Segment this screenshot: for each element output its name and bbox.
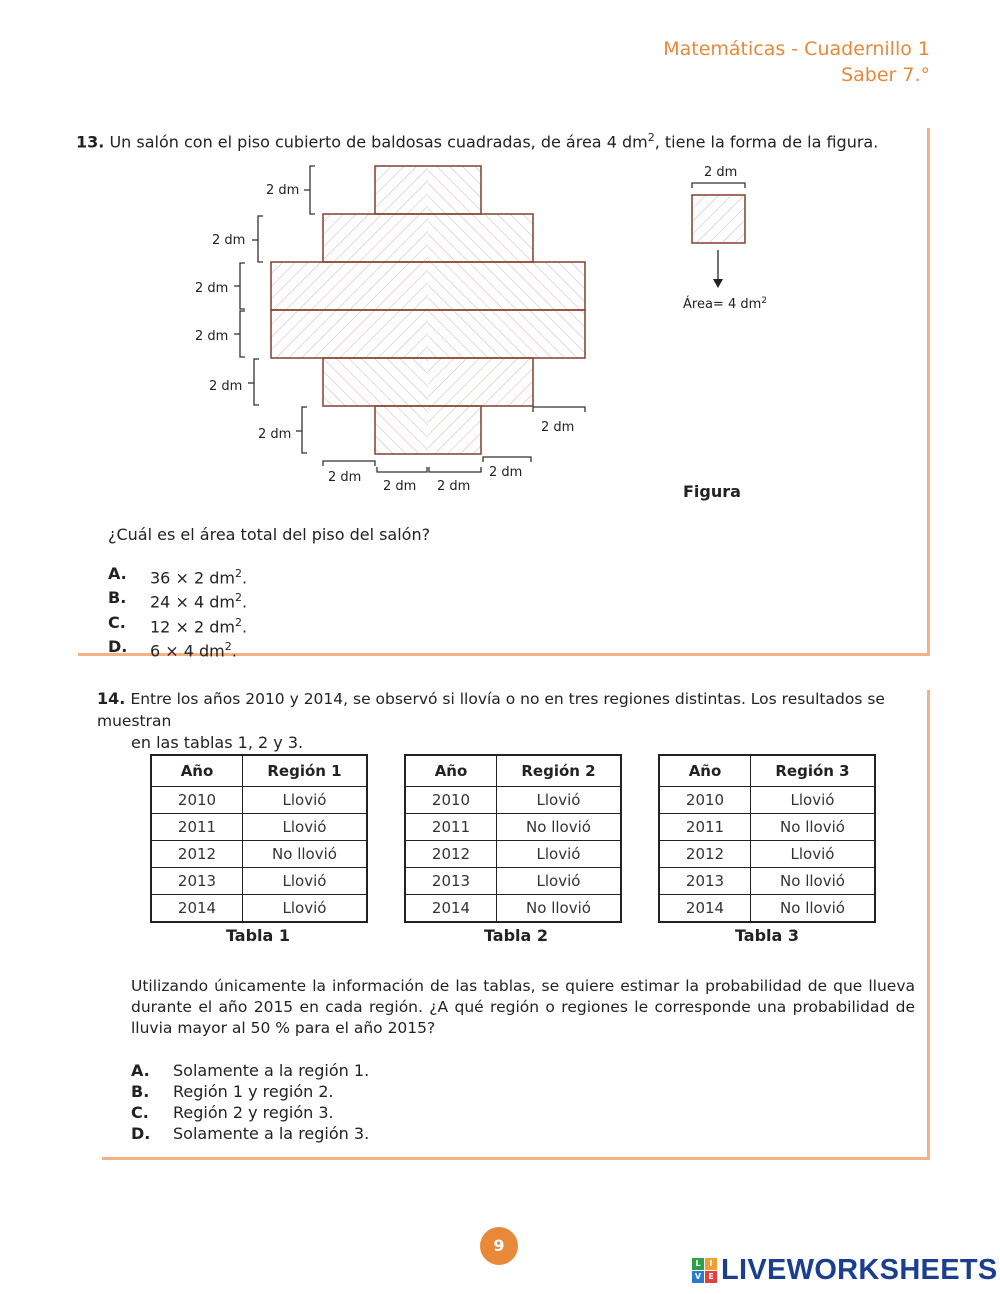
table-row: 2013 Llovió: [405, 868, 621, 895]
tile-area-label: Área= 4 $dm^2$: [683, 296, 767, 312]
arrow-down-icon: [713, 279, 723, 288]
stem-text: Entre los años 2010 y 2014, se observó si llovía o no en tres regiones distintas. Los resultados se muestran: [97, 690, 885, 730]
page-header: [663, 36, 930, 88]
header-title: Matemáticas - Cuadernillo 1: [663, 38, 930, 60]
table-row: 2013 Llovió: [151, 868, 367, 895]
option-text: 12 × 2 $dm^2$.: [150, 615, 248, 636]
dim-label: 2 dm: [266, 183, 300, 198]
superscript: 2: [647, 131, 655, 144]
option-text: 24 × 4 $dm^2$.: [150, 591, 248, 612]
dim-label: 2 dm: [383, 479, 417, 494]
table-row: 2011 No llovió: [405, 814, 621, 841]
option-letter: B.: [131, 1082, 150, 1101]
option-b[interactable]: [131, 1081, 369, 1102]
table-header: Región 3: [751, 755, 876, 787]
table-row: 2010 Llovió: [659, 787, 875, 814]
dim-label: 2 dm: [212, 233, 246, 248]
table-row: 2014 No llovió: [405, 895, 621, 923]
brand-logo-icon: L I V E: [692, 1258, 717, 1283]
option-d[interactable]: [108, 637, 247, 661]
table-row: 2011 Llovió: [151, 814, 367, 841]
table-row: 2010 Llovió: [405, 787, 621, 814]
question-13-options: [108, 564, 247, 661]
dim-label: 2 dm: [209, 379, 243, 394]
question-14-prompt: Utilizando únicamente la información de las tablas, se quiere estimar la probabilidad de que llueva durante el año 2015 en cada región. ¿A qué región o regiones le corresponde una probabilidad de lluvia mayor al 50 % para el año 2015?: [131, 977, 915, 1037]
option-letter: C.: [108, 612, 126, 632]
question-number: 13.: [76, 132, 105, 152]
option-text: 6 × 4 $dm^2$.: [150, 639, 237, 661]
table-caption: Tabla 3: [734, 926, 800, 945]
rain-table-1: [150, 754, 368, 923]
option-text: Solamente a la región 3.: [173, 1124, 370, 1143]
stem-text-end: , tiene la forma de la figura.: [654, 132, 879, 152]
liveworksheets-brand[interactable]: [692, 1254, 998, 1287]
tile-diagram: [692, 195, 745, 288]
option-letter: D.: [108, 636, 128, 656]
table-row: 2014 Llovió: [151, 895, 367, 923]
table-header: Región 2: [497, 755, 622, 787]
dim-label: 2 dm: [328, 470, 362, 485]
table-row: 2012 Llovió: [659, 841, 875, 868]
option-b[interactable]: [108, 588, 247, 612]
table-row: 2010 Llovió: [151, 787, 367, 814]
option-text: Región 1 y región 2.: [173, 1082, 334, 1101]
brand-name: LIVEWORKSHEETS: [721, 1254, 998, 1286]
option-letter: A.: [108, 564, 127, 583]
option-letter: D.: [131, 1124, 151, 1143]
question-14-stem: [97, 688, 917, 753]
question-14-options: [131, 1060, 369, 1144]
figure-caption: Figura: [683, 482, 741, 501]
option-letter: C.: [131, 1103, 149, 1122]
table-row: 2013 No llovió: [659, 868, 875, 895]
option-c[interactable]: [108, 613, 247, 637]
rain-table-3: [658, 754, 876, 923]
option-c[interactable]: [131, 1102, 369, 1123]
option-text: Solamente a la región 1.: [173, 1061, 370, 1080]
table-caption: Tabla 2: [483, 926, 549, 945]
dim-label: 2 dm: [195, 281, 229, 296]
option-text: Región 2 y región 3.: [173, 1103, 334, 1122]
page-number-badge: 9: [480, 1227, 518, 1265]
stem-text: Un salón con el piso cubierto de baldosas cuadradas, de área 4 dm: [109, 132, 648, 152]
table-header: Año: [405, 755, 497, 787]
table-row: 2014 No llovió: [659, 895, 875, 923]
table-header: Región 1: [243, 755, 368, 787]
table-header: Año: [151, 755, 243, 787]
dim-label: 2 dm: [195, 329, 229, 344]
dim-label: 2 dm: [489, 465, 523, 480]
table-row: 2011 No llovió: [659, 814, 875, 841]
table-row: 2012 Llovió: [405, 841, 621, 868]
stem-text-2: en las tablas 1, 2 y 3.: [131, 733, 304, 752]
tile-dim-label: 2 dm: [704, 165, 738, 180]
dim-label: 2 dm: [541, 420, 575, 435]
rain-table-2: [404, 754, 622, 923]
table-caption: Tabla 1: [225, 926, 291, 945]
table-row: 2012 No llovió: [151, 841, 367, 868]
dim-label: 2 dm: [258, 427, 292, 442]
header-subtitle: Saber 7.°: [841, 64, 930, 86]
option-text: 36 × 2 $dm^2$.: [150, 567, 248, 588]
option-letter: B.: [108, 588, 127, 608]
question-number: 14.: [97, 689, 126, 708]
dim-label: 2 dm: [437, 479, 471, 494]
question-13-prompt: ¿Cuál es el área total del piso del salón?: [108, 525, 431, 544]
option-d[interactable]: [131, 1123, 369, 1144]
question-13-stem: [76, 127, 916, 152]
table-header: Año: [659, 755, 751, 787]
option-a[interactable]: [108, 564, 247, 588]
option-a[interactable]: [131, 1060, 369, 1081]
option-letter: A.: [131, 1061, 150, 1080]
